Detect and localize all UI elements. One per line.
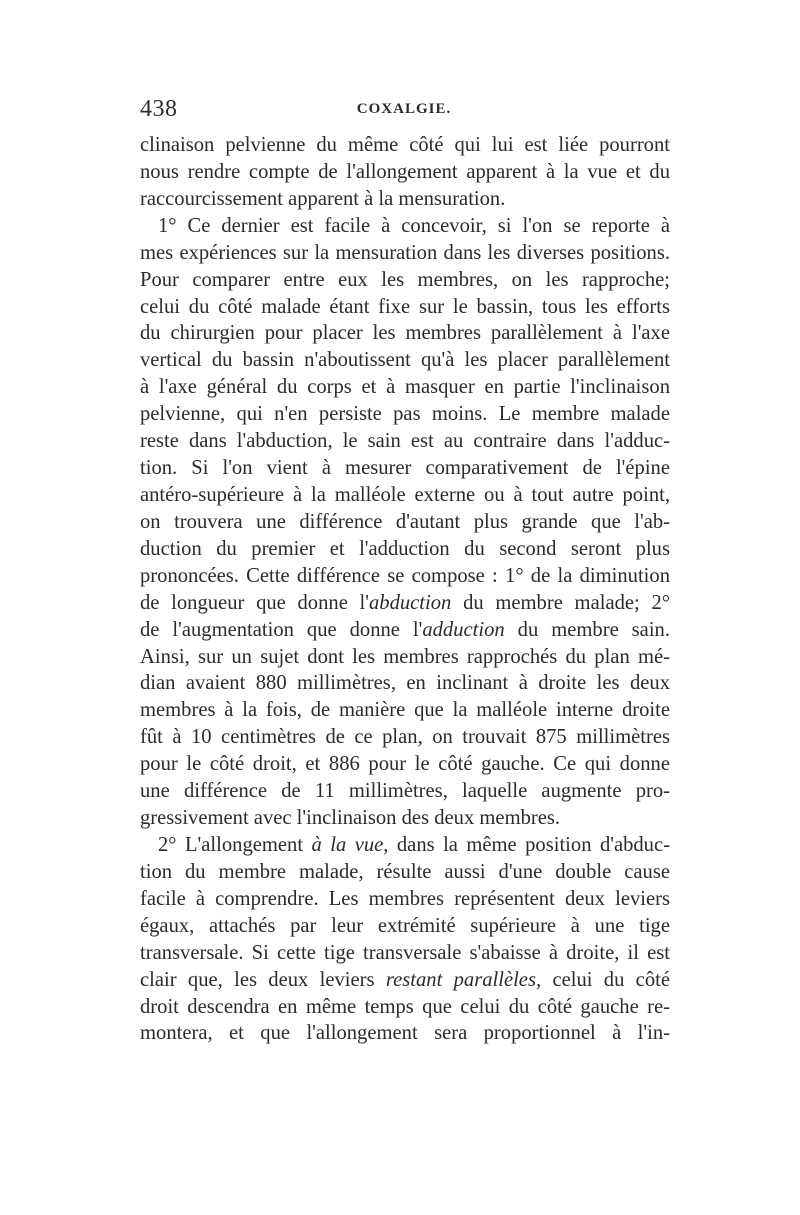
text-line bbox=[140, 644, 670, 671]
text-segment: antéro-supérieure à la malléole externe ou à tout autre point, bbox=[140, 483, 670, 506]
text-line bbox=[140, 428, 670, 455]
text-segment: dian avaient 880 millimètres, en inclinant à droite les deux bbox=[140, 672, 670, 695]
text-line bbox=[140, 751, 670, 778]
text-segment: facile à comprendre. Les membres représentent deux leviers bbox=[140, 887, 670, 910]
italic-text: à la vue, bbox=[311, 833, 389, 856]
text-segment: du membre malade; 2° bbox=[451, 591, 670, 614]
text-segment: fût à 10 centimètres de ce plan, on trouvait 875 millimètres bbox=[140, 726, 670, 749]
text-segment: tion du membre malade, résulte aussi d'une double cause bbox=[140, 860, 670, 883]
text-line bbox=[140, 294, 670, 321]
text-segment: nous rendre compte de l'allongement apparent à la vue et du bbox=[140, 160, 670, 183]
body-text bbox=[140, 132, 670, 1047]
text-segment: reste dans l'abduction, le sain est au contraire dans l'adduc- bbox=[140, 430, 670, 453]
text-segment: de longueur que donne l' bbox=[140, 591, 369, 614]
text-line bbox=[140, 1020, 670, 1047]
text-segment: duction du premier et l'adduction du second seront plus bbox=[140, 537, 670, 560]
text-line bbox=[140, 617, 670, 644]
page-number: 438 bbox=[140, 96, 178, 122]
text-line bbox=[140, 590, 670, 617]
text-line bbox=[140, 859, 670, 886]
text-segment: on trouvera une différence d'autant plus grande que l'ab- bbox=[140, 510, 670, 533]
text-segment: vertical du bassin n'aboutissent qu'à les placer parallèlement bbox=[140, 349, 670, 372]
text-segment: gressivement avec l'inclinaison des deux membres. bbox=[140, 807, 561, 830]
text-line bbox=[140, 159, 670, 186]
text-segment: membres à la fois, de manière que la malléole interne droite bbox=[140, 699, 670, 722]
text-line bbox=[140, 778, 670, 805]
text-segment: prononcées. Cette différence se compose : 1° de la diminution bbox=[140, 564, 670, 587]
text-segment: raccourcissement apparent à la mensuration. bbox=[140, 187, 506, 210]
text-line bbox=[140, 724, 670, 751]
text-segment: pour le côté droit, et 886 pour le côté gauche. Ce qui donne bbox=[140, 753, 670, 776]
italic-text: restant parallèles, bbox=[385, 968, 542, 991]
text-segment: de l'augmentation que donne l' bbox=[140, 618, 423, 641]
text-line bbox=[140, 697, 670, 724]
italic-text: adduction bbox=[422, 618, 505, 641]
text-segment: pelvienne, qui n'en persiste pas moins. Le membre malade bbox=[140, 403, 670, 426]
text-segment: une différence de 11 millimètres, laquelle augmente pro- bbox=[140, 780, 670, 803]
text-line bbox=[140, 886, 670, 913]
text-segment: celui du côté malade étant fixe sur le bassin, tous les efforts bbox=[140, 295, 670, 318]
text-line bbox=[140, 482, 670, 509]
text-segment: droit descendra en même temps que celui du côté gauche re- bbox=[140, 995, 670, 1018]
text-line bbox=[140, 347, 670, 374]
text-segment: celui du côté bbox=[541, 968, 670, 991]
text-line bbox=[140, 320, 670, 347]
text-segment: transversale. Si cette tige transversale s'abaisse à droite, il est bbox=[140, 941, 670, 964]
italic-text: abduction bbox=[368, 591, 452, 614]
text-line bbox=[140, 455, 670, 482]
text-line bbox=[140, 213, 670, 240]
text-line bbox=[140, 536, 670, 563]
text-line bbox=[140, 186, 670, 213]
text-line bbox=[140, 240, 670, 267]
text-segment: clinaison pelvienne du même côté qui lui est liée pourront bbox=[140, 134, 670, 156]
text-line bbox=[140, 563, 670, 590]
text-line bbox=[140, 805, 670, 832]
text-segment: Ainsi, sur un sujet dont les membres rapprochés du plan mé- bbox=[140, 645, 670, 668]
text-segment: Pour comparer entre eux les membres, on les rapproche; bbox=[140, 268, 670, 291]
text-segment: du chirurgien pour placer les membres parallèlement à l'axe bbox=[140, 322, 670, 345]
text-segment: égaux, attachés par leur extrémité supérieure à une tige bbox=[140, 914, 670, 937]
running-title: COXALGIE. bbox=[356, 101, 452, 117]
page-header bbox=[140, 96, 668, 126]
text-segment: mes expériences sur la mensuration dans les diverses positions. bbox=[140, 241, 670, 264]
text-line bbox=[140, 994, 670, 1021]
text-line bbox=[140, 267, 670, 294]
text-line bbox=[140, 374, 670, 401]
text-line bbox=[140, 132, 670, 159]
text-segment: clair que, les deux leviers bbox=[140, 968, 386, 991]
text-segment: tion. Si l'on vient à mesurer comparativement de l'épine bbox=[140, 457, 670, 480]
text-line bbox=[140, 913, 670, 940]
text-line bbox=[140, 670, 670, 697]
text-segment: dans la même position d'abduc- bbox=[388, 833, 670, 856]
text-line bbox=[140, 401, 670, 428]
text-segment: montera, et que l'allongement sera proportionnel à l'in- bbox=[140, 1022, 670, 1045]
text-segment: 2° L'allongement bbox=[158, 833, 312, 856]
text-segment: 1° Ce dernier est facile à concevoir, si l'on se reporte à bbox=[158, 214, 670, 237]
text-line bbox=[140, 940, 670, 967]
text-segment: du membre sain. bbox=[504, 618, 670, 641]
text-line bbox=[140, 509, 670, 536]
text-line bbox=[140, 832, 670, 859]
text-line bbox=[140, 967, 670, 994]
text-segment: à l'axe général du corps et à masquer en partie l'inclinaison bbox=[140, 376, 670, 399]
